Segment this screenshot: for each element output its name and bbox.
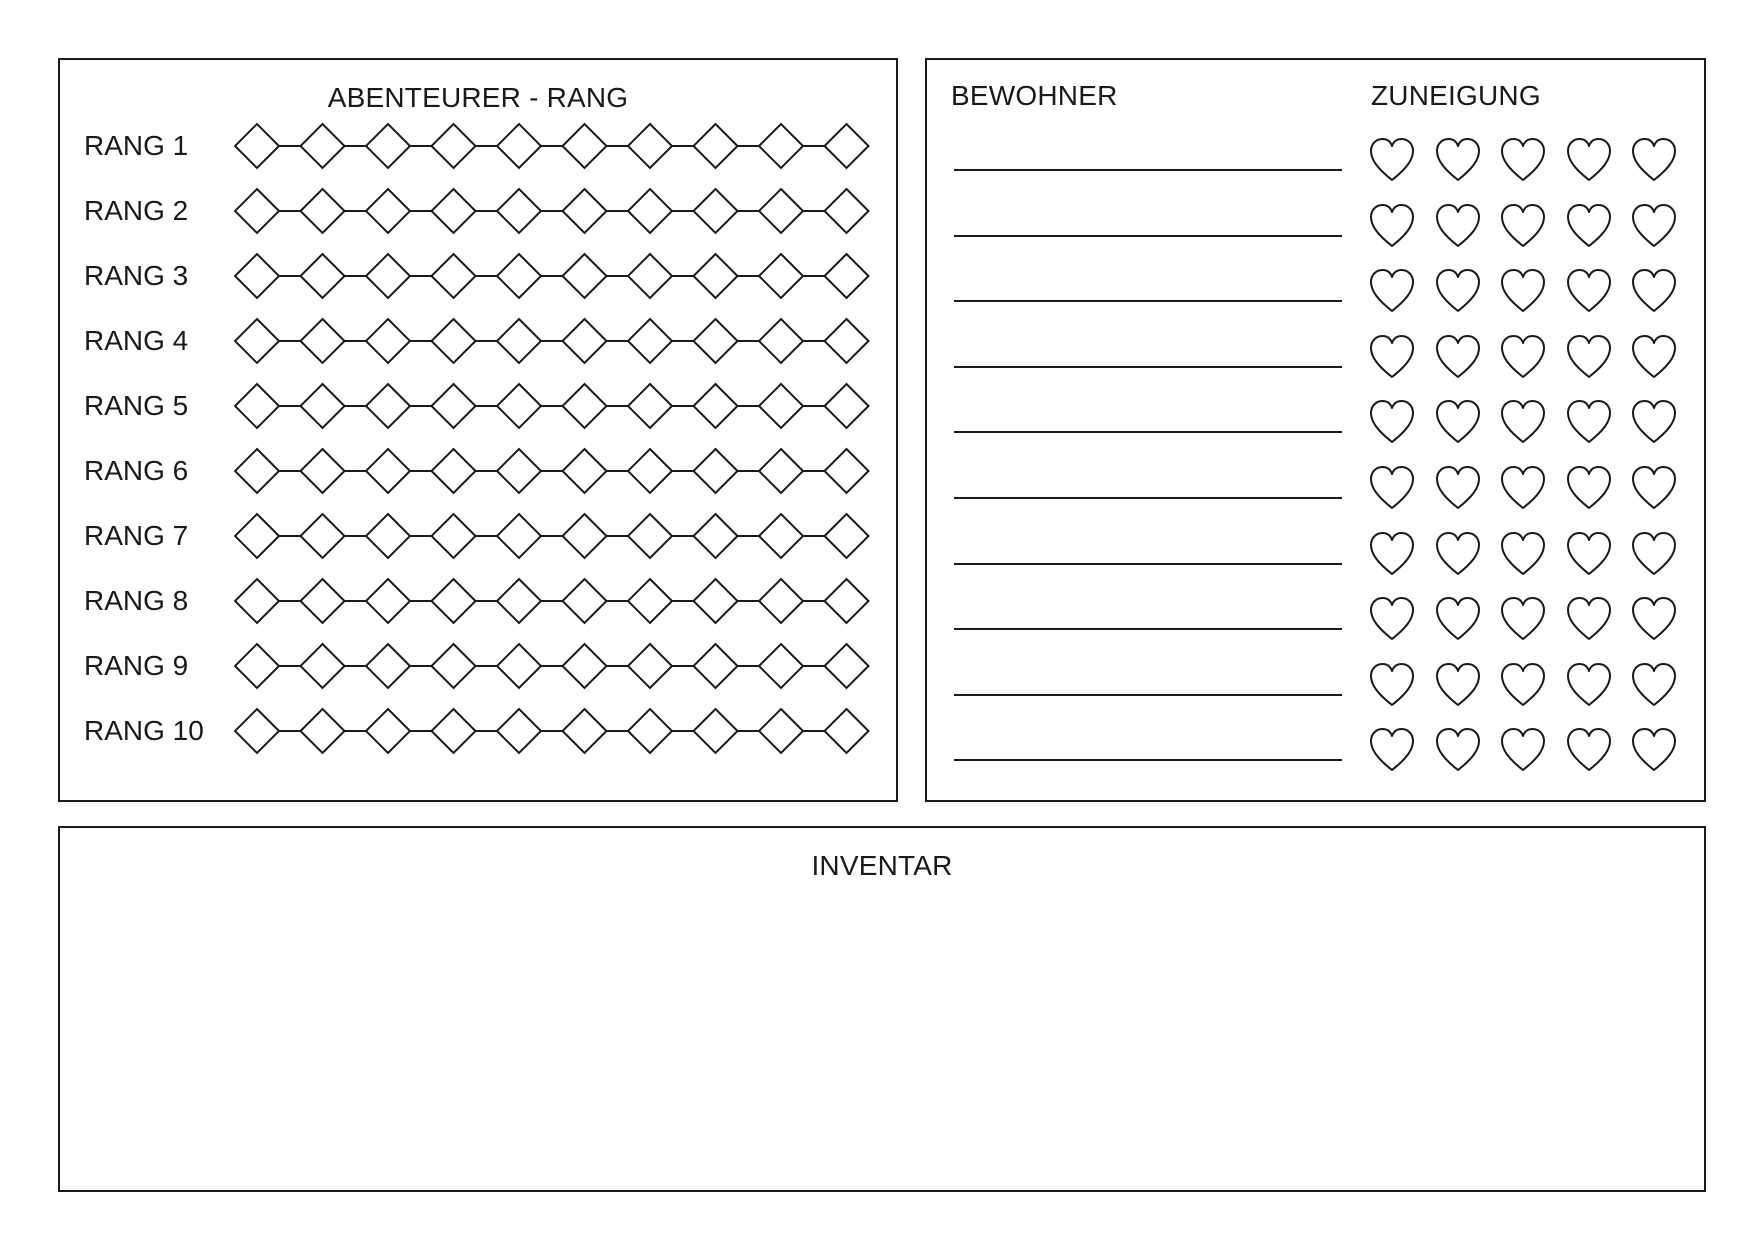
diamond-icon[interactable]: [301, 449, 345, 493]
resident-row: [927, 461, 1704, 515]
diamond-icon[interactable]: [759, 189, 803, 233]
heart-icon[interactable]: [1630, 398, 1678, 446]
diamond-icon[interactable]: [301, 384, 345, 428]
diamond-icon[interactable]: [497, 124, 541, 168]
resident-name-field[interactable]: [954, 759, 1342, 761]
affection-hearts: [1368, 723, 1688, 777]
resident-name-field[interactable]: [954, 563, 1342, 565]
heart-icon[interactable]: [1499, 202, 1547, 250]
diamond-chain: [234, 576, 874, 626]
rank-diamond-track: [234, 121, 874, 171]
diamond-icon[interactable]: [497, 254, 541, 298]
rank-panel-title: ABENTEURER - RANG: [327, 82, 629, 113]
resident-name-field[interactable]: [954, 431, 1342, 433]
heart-icon[interactable]: [1630, 530, 1678, 578]
rank-row: [60, 641, 896, 691]
heart-icon[interactable]: [1434, 267, 1482, 315]
rank-label: RANG 9: [84, 650, 189, 681]
diamond-icon[interactable]: [235, 449, 279, 493]
diamond-icon[interactable]: [563, 124, 607, 168]
resident-name-field[interactable]: [954, 300, 1342, 302]
rank-diamond-track: [234, 641, 874, 691]
diamond-chain: [234, 186, 874, 236]
inventory-title: INVENTAR: [811, 850, 953, 881]
diamond-icon[interactable]: [694, 709, 738, 753]
diamond-icon[interactable]: [366, 319, 410, 363]
diamond-icon[interactable]: [366, 189, 410, 233]
diamond-icon[interactable]: [628, 514, 672, 558]
heart-icon[interactable]: [1368, 464, 1416, 512]
heart-icon[interactable]: [1434, 464, 1482, 512]
affection-hearts: [1368, 199, 1688, 253]
heart-icon[interactable]: [1630, 661, 1678, 709]
heart-icon[interactable]: [1368, 726, 1416, 774]
rank-diamond-track: [234, 511, 874, 561]
heart-icon[interactable]: [1630, 136, 1678, 184]
heart-icon[interactable]: [1565, 333, 1613, 381]
diamond-icon[interactable]: [759, 514, 803, 558]
diamond-icon[interactable]: [366, 514, 410, 558]
diamond-icon[interactable]: [759, 319, 803, 363]
heart-icon[interactable]: [1434, 595, 1482, 643]
heart-icon[interactable]: [1368, 661, 1416, 709]
diamond-icon[interactable]: [628, 449, 672, 493]
diamond-icon[interactable]: [432, 124, 476, 168]
heart-icon[interactable]: [1499, 136, 1547, 184]
diamond-icon[interactable]: [235, 384, 279, 428]
heart-icon[interactable]: [1368, 202, 1416, 250]
rank-diamond-track: [234, 186, 874, 236]
diamond-icon[interactable]: [366, 124, 410, 168]
heart-icon[interactable]: [1499, 726, 1547, 774]
rank-diamond-track: [234, 576, 874, 626]
diamond-icon[interactable]: [235, 514, 279, 558]
diamond-icon[interactable]: [825, 579, 869, 623]
diamond-icon[interactable]: [366, 384, 410, 428]
diamond-icon[interactable]: [235, 254, 279, 298]
affection-hearts: [1368, 658, 1688, 712]
heart-icon[interactable]: [1368, 398, 1416, 446]
affection-hearts: [1368, 527, 1688, 581]
diamond-icon[interactable]: [825, 449, 869, 493]
diamond-icon[interactable]: [301, 644, 345, 688]
resident-name-field[interactable]: [954, 235, 1342, 237]
diamond-icon[interactable]: [432, 384, 476, 428]
diamond-icon[interactable]: [759, 384, 803, 428]
diamond-icon[interactable]: [432, 644, 476, 688]
diamond-icon[interactable]: [497, 384, 541, 428]
heart-icon[interactable]: [1630, 333, 1678, 381]
resident-name-field[interactable]: [954, 366, 1342, 368]
diamond-icon[interactable]: [694, 384, 738, 428]
diamond-icon[interactable]: [432, 189, 476, 233]
rank-label: RANG 2: [84, 195, 189, 226]
diamond-icon[interactable]: [497, 189, 541, 233]
rank-label: RANG 5: [84, 390, 189, 421]
resident-name-field[interactable]: [954, 497, 1342, 499]
diamond-icon[interactable]: [628, 254, 672, 298]
heart-icon[interactable]: [1499, 530, 1547, 578]
heart-icon[interactable]: [1499, 661, 1547, 709]
heart-icon[interactable]: [1368, 136, 1416, 184]
diamond-icon[interactable]: [497, 644, 541, 688]
diamond-icon[interactable]: [628, 709, 672, 753]
rank-row: [60, 446, 896, 496]
heart-icon[interactable]: [1565, 136, 1613, 184]
rank-diamond-track: [234, 251, 874, 301]
resident-name-field[interactable]: [954, 169, 1342, 171]
resident-row: [927, 133, 1704, 187]
heart-icon[interactable]: [1565, 726, 1613, 774]
diamond-icon[interactable]: [301, 254, 345, 298]
resident-row: [927, 592, 1704, 646]
affection-header: ZUNEIGUNG: [1371, 80, 1541, 111]
diamond-icon[interactable]: [563, 189, 607, 233]
rank-row: [60, 576, 896, 626]
diamond-icon[interactable]: [825, 254, 869, 298]
heart-icon[interactable]: [1499, 267, 1547, 315]
rank-row: [60, 251, 896, 301]
diamond-icon[interactable]: [628, 189, 672, 233]
rank-diamond-track: [234, 316, 874, 366]
diamond-icon[interactable]: [694, 189, 738, 233]
residents-header: BEWOHNER: [951, 80, 1118, 111]
diamond-icon[interactable]: [563, 319, 607, 363]
diamond-icon[interactable]: [301, 709, 345, 753]
heart-icon[interactable]: [1630, 267, 1678, 315]
heart-icon[interactable]: [1434, 726, 1482, 774]
residents-panel: [925, 58, 1706, 802]
diamond-icon[interactable]: [825, 709, 869, 753]
diamond-icon[interactable]: [563, 579, 607, 623]
rank-diamond-track: [234, 706, 874, 756]
heart-icon[interactable]: [1368, 267, 1416, 315]
resident-row: [927, 527, 1704, 581]
diamond-icon[interactable]: [628, 319, 672, 363]
resident-row: [927, 658, 1704, 712]
diamond-icon[interactable]: [366, 709, 410, 753]
heart-icon[interactable]: [1630, 726, 1678, 774]
adventurer-rank-panel: [58, 58, 898, 802]
diamond-icon[interactable]: [694, 644, 738, 688]
diamond-chain: [234, 511, 874, 561]
diamond-icon[interactable]: [235, 124, 279, 168]
heart-icon[interactable]: [1368, 595, 1416, 643]
diamond-icon[interactable]: [235, 709, 279, 753]
rank-row: [60, 186, 896, 236]
heart-icon[interactable]: [1630, 464, 1678, 512]
heart-icon[interactable]: [1630, 202, 1678, 250]
diamond-icon[interactable]: [497, 449, 541, 493]
rank-row: [60, 121, 896, 171]
diamond-icon[interactable]: [235, 189, 279, 233]
affection-hearts: [1368, 592, 1688, 646]
heart-icon[interactable]: [1499, 333, 1547, 381]
diamond-icon[interactable]: [432, 579, 476, 623]
rank-label: RANG 1: [84, 130, 189, 161]
diamond-icon[interactable]: [694, 124, 738, 168]
heart-icon[interactable]: [1434, 333, 1482, 381]
heart-icon[interactable]: [1368, 333, 1416, 381]
heart-icon[interactable]: [1499, 398, 1547, 446]
diamond-icon[interactable]: [497, 319, 541, 363]
rank-row: [60, 706, 896, 756]
diamond-icon[interactable]: [759, 709, 803, 753]
diamond-icon[interactable]: [497, 579, 541, 623]
diamond-icon[interactable]: [825, 384, 869, 428]
affection-hearts: [1368, 330, 1688, 384]
diamond-icon[interactable]: [366, 254, 410, 298]
diamond-icon[interactable]: [301, 319, 345, 363]
diamond-icon[interactable]: [235, 319, 279, 363]
diamond-icon[interactable]: [563, 644, 607, 688]
diamond-icon[interactable]: [825, 514, 869, 558]
affection-hearts: [1368, 395, 1688, 449]
diamond-icon[interactable]: [563, 514, 607, 558]
diamond-chain: [234, 251, 874, 301]
heart-icon[interactable]: [1565, 202, 1613, 250]
diamond-icon[interactable]: [759, 254, 803, 298]
rank-row: [60, 316, 896, 366]
diamond-icon[interactable]: [563, 709, 607, 753]
diamond-icon[interactable]: [628, 579, 672, 623]
rank-label: RANG 8: [84, 585, 189, 616]
resident-row: [927, 330, 1704, 384]
diamond-chain: [234, 121, 874, 171]
rank-row: [60, 381, 896, 431]
diamond-icon[interactable]: [366, 449, 410, 493]
diamond-chain: [234, 641, 874, 691]
resident-name-field[interactable]: [954, 694, 1342, 696]
diamond-chain: [234, 316, 874, 366]
heart-icon[interactable]: [1434, 530, 1482, 578]
heart-icon[interactable]: [1368, 530, 1416, 578]
diamond-icon[interactable]: [628, 124, 672, 168]
resident-name-field[interactable]: [954, 628, 1342, 630]
heart-icon[interactable]: [1630, 595, 1678, 643]
diamond-icon[interactable]: [432, 319, 476, 363]
diamond-icon[interactable]: [301, 579, 345, 623]
affection-hearts: [1368, 133, 1688, 187]
heart-icon[interactable]: [1499, 464, 1547, 512]
diamond-icon[interactable]: [628, 384, 672, 428]
diamond-icon[interactable]: [301, 189, 345, 233]
diamond-icon[interactable]: [235, 644, 279, 688]
diamond-icon[interactable]: [825, 319, 869, 363]
heart-icon[interactable]: [1434, 136, 1482, 184]
diamond-icon[interactable]: [432, 449, 476, 493]
heart-icon[interactable]: [1565, 267, 1613, 315]
diamond-icon[interactable]: [759, 124, 803, 168]
inventory-panel[interactable]: [58, 826, 1706, 1192]
resident-row: [927, 395, 1704, 449]
diamond-icon[interactable]: [694, 254, 738, 298]
diamond-icon[interactable]: [301, 514, 345, 558]
rank-label: RANG 4: [84, 325, 189, 356]
rank-label: RANG 7: [84, 520, 189, 551]
affection-hearts: [1368, 264, 1688, 318]
diamond-icon[interactable]: [825, 124, 869, 168]
diamond-icon[interactable]: [825, 644, 869, 688]
heart-icon[interactable]: [1565, 464, 1613, 512]
diamond-icon[interactable]: [759, 579, 803, 623]
diamond-icon[interactable]: [432, 514, 476, 558]
heart-icon[interactable]: [1565, 530, 1613, 578]
heart-icon[interactable]: [1434, 661, 1482, 709]
diamond-icon[interactable]: [825, 189, 869, 233]
heart-icon[interactable]: [1565, 661, 1613, 709]
resident-row: [927, 723, 1704, 777]
heart-icon[interactable]: [1565, 398, 1613, 446]
rank-diamond-track: [234, 446, 874, 496]
resident-row: [927, 199, 1704, 253]
diamond-icon[interactable]: [301, 124, 345, 168]
diamond-icon[interactable]: [694, 579, 738, 623]
heart-icon[interactable]: [1565, 595, 1613, 643]
diamond-icon[interactable]: [432, 254, 476, 298]
diamond-icon[interactable]: [432, 709, 476, 753]
diamond-icon[interactable]: [563, 384, 607, 428]
diamond-chain: [234, 446, 874, 496]
diamond-icon[interactable]: [235, 579, 279, 623]
rank-label: RANG 10: [84, 715, 204, 746]
resident-row: [927, 264, 1704, 318]
diamond-icon[interactable]: [694, 514, 738, 558]
diamond-icon[interactable]: [628, 644, 672, 688]
diamond-icon[interactable]: [694, 449, 738, 493]
diamond-icon[interactable]: [497, 514, 541, 558]
diamond-icon[interactable]: [563, 449, 607, 493]
diamond-chain: [234, 381, 874, 431]
diamond-icon[interactable]: [366, 644, 410, 688]
rank-label: RANG 3: [84, 260, 189, 291]
diamond-icon[interactable]: [497, 709, 541, 753]
affection-hearts: [1368, 461, 1688, 515]
diamond-icon[interactable]: [366, 579, 410, 623]
heart-icon[interactable]: [1434, 398, 1482, 446]
rank-label: RANG 6: [84, 455, 189, 486]
rank-row: [60, 511, 896, 561]
rank-diamond-track: [234, 381, 874, 431]
diamond-icon[interactable]: [759, 449, 803, 493]
diamond-icon[interactable]: [694, 319, 738, 363]
heart-icon[interactable]: [1499, 595, 1547, 643]
diamond-icon[interactable]: [563, 254, 607, 298]
diamond-chain: [234, 706, 874, 756]
heart-icon[interactable]: [1434, 202, 1482, 250]
diamond-icon[interactable]: [759, 644, 803, 688]
